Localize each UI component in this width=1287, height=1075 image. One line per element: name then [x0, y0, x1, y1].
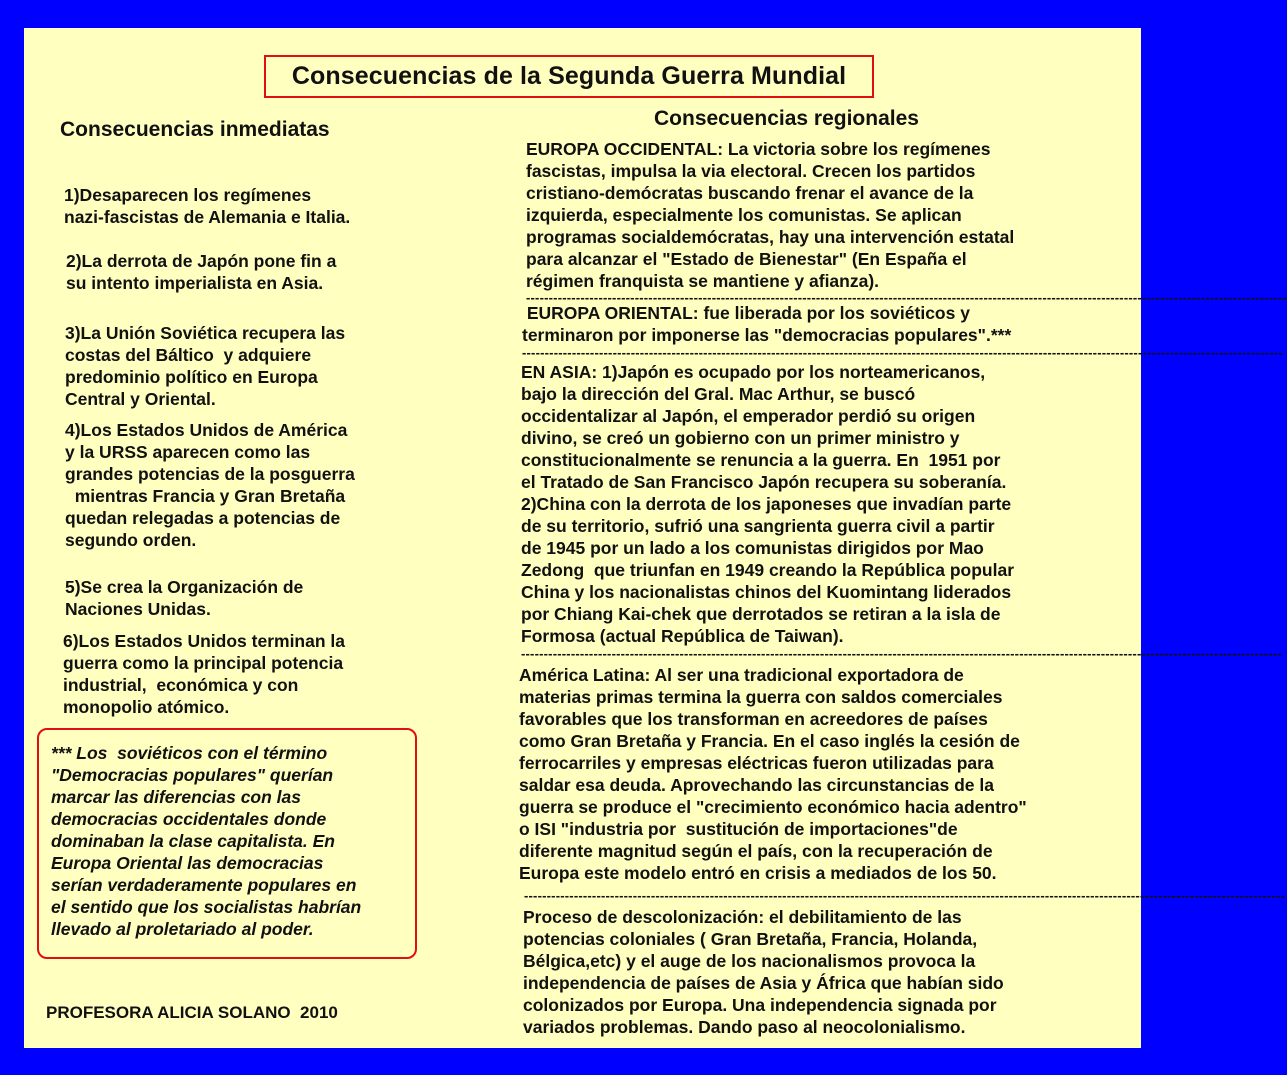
- asia-text: EN ASIA: 1)Japón es ocupado por los norteamericanos, bajo la dirección del Gral. Mac Arthur, se buscó occidentalizar al Japón, el emperador perdió su origen divino, se creó un gobierno con un primer ministro y constitucionalmente se renuncia a la guerra. En 1951 por el Tratado de San Francisco Japón recupera su soberanía. 2)China con la derrota de los japoneses que invadían parte de su territorio, sufrió una sangrienta guerra civil a partir de 1945 por un lado a los comunistas dirigidos por Mao Zedong que triunfan en 1949 creando la República popular China y los nacionalistas chinos del Kuomintang liderados por Chiang Kai-chek que derrotados se retiran a la isla de Formosa (actual República de Taiwan).: [521, 362, 1014, 646]
- soviet-democracy-note: *** Los soviéticos con el término "Democracias populares" querían marcar las diferencias con las democracias occidentales donde dominaban la clase capitalista. En Europa Oriental las democracias serían verdaderamente populares en el sentido que los socialistas habrían llevado al proletariado al poder.: [37, 728, 417, 959]
- decolonization-text: Proceso de descolonización: el debilitamiento de las potencias coloniales ( Gran Bretaña, Francia, Holanda, Bélgica,etc) y el auge de los nacionalismos provoca la independencia de países de Asia y África que habían sido colonizados por Europa. Una independencia signada por variados problemas. Dando paso al neocolonialismo.: [523, 907, 1004, 1037]
- separator-4: ------------------------------------------------------------------------------------------------------------------------------------------------------------------------: [524, 888, 1285, 903]
- immediate-item-4: 4)Los Estados Unidos de América y la URSS aparecen como las grandes potencias de la posguerra mientras Francia y Gran Bretaña quedan relegadas a potencias de segundo orden.: [65, 420, 355, 550]
- heading-immediate: Consecuencias inmediatas: [60, 118, 330, 141]
- latin-america-text: América Latina: Al ser una tradicional exportadora de materias primas termina la guerra con saldos comerciales favorables que los transforman en acreedores de países como Gran Bretaña y Francia. En el caso inglés la cesión de ferrocarriles y empresas eléctricas fueron utilizadas para saldar esa deuda. Aprovechando las circunstancias de la guerra se produce el "crecimiento económico hacia adentro" o ISI "industria por sustitución de importaciones"de diferente magnitud según el país, con la recuperación de Europa este modelo entró en crisis a mediados de los 50.: [519, 665, 1027, 883]
- document-sheet: [24, 28, 1287, 1048]
- immediate-item-5: 5)Se crea la Organización de Naciones Unidas.: [65, 577, 304, 619]
- page-title: Consecuencias de la Segunda Guerra Mundial: [264, 55, 874, 98]
- immediate-item-1: 1)Desaparecen los regímenes nazi-fascistas de Alemania e Italia.: [64, 185, 351, 227]
- separator-2: ------------------------------------------------------------------------------------------------------------------------------------------------------------------------: [522, 345, 1283, 360]
- eastern-europe-text: EUROPA ORIENTAL: fue liberada por los soviéticos y terminaron por imponerse las "democracias populares".***: [522, 303, 1012, 345]
- separator-1: ------------------------------------------------------------------------------------------------------------------------------------------------------------------------: [526, 290, 1287, 305]
- immediate-item-3: 3)La Unión Soviética recupera las costas del Báltico y adquiere predominio político en Europa Central y Oriental.: [65, 323, 346, 409]
- immediate-item-2: 2)La derrota de Japón pone fin a su intento imperialista en Asia.: [66, 251, 337, 293]
- immediate-item-6: 6)Los Estados Unidos terminan la guerra como la principal potencia industrial, económica y con monopolio atómico.: [63, 631, 345, 717]
- heading-regional: Consecuencias regionales: [654, 107, 919, 130]
- western-europe-text: EUROPA OCCIDENTAL: La victoria sobre los regímenes fascistas, impulsa la via electoral. Crecen los partidos cristiano-demócratas buscando frenar el avance de la izquierda, especialmente los comunistas. Se aplican programas socialdemócratas, hay una intervención estatal para alcanzar el "Estado de Bienestar" (En España el régimen franquista se mantiene y afianza).: [526, 139, 1015, 291]
- author-footer: PROFESORA ALICIA SOLANO 2010: [46, 1003, 338, 1022]
- separator-3: ------------------------------------------------------------------------------------------------------------------------------------------------------------------------: [521, 646, 1282, 661]
